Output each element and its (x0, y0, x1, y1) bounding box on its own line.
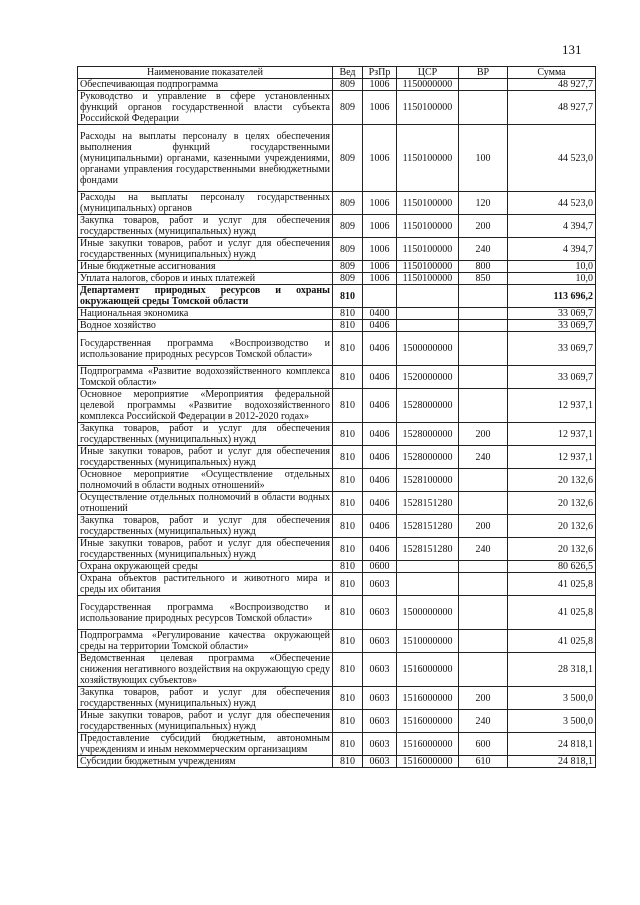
cell-vr: 200 (459, 687, 508, 710)
column-header-vr: ВР (459, 67, 508, 79)
table-row (78, 446, 596, 469)
cell-ved: 810 (333, 538, 363, 561)
page-number: 131 (562, 42, 582, 57)
table-row (78, 596, 596, 630)
cell-ved: 810 (333, 320, 363, 332)
cell-name: Водное хозяйство (78, 320, 333, 332)
cell-name: Расходы на выплаты персоналу государственных (муниципальных) органов (78, 192, 333, 215)
cell-csr: 1150100000 (397, 238, 459, 261)
cell-ved: 810 (333, 515, 363, 538)
cell-csr: 1528000000 (397, 423, 459, 446)
cell-vr: 200 (459, 215, 508, 238)
cell-csr: 1500000000 (397, 332, 459, 366)
cell-vr: 600 (459, 733, 508, 756)
cell-vr (459, 630, 508, 653)
cell-sum: 20 132,6 (508, 538, 596, 561)
cell-rzpr: 0406 (363, 366, 397, 389)
cell-sum: 24 818,1 (508, 733, 596, 756)
cell-name: Расходы на выплаты персоналу в целях обеспечения выполнения функций государственными (муниципальными) органами, казенными учреждениями, органами управления государственными внебюджетными фондами (78, 125, 333, 192)
cell-ved: 809 (333, 79, 363, 91)
cell-rzpr: 0603 (363, 733, 397, 756)
cell-name: Основное мероприятие «Осуществление отдельных полномочий в области водных отношений» (78, 469, 333, 492)
cell-rzpr: 1006 (363, 215, 397, 238)
cell-csr (397, 320, 459, 332)
cell-ved: 810 (333, 423, 363, 446)
cell-vr: 240 (459, 538, 508, 561)
cell-name: Иные закупки товаров, работ и услуг для обеспечения государственных (муниципальных) нужд (78, 538, 333, 561)
cell-ved: 810 (333, 308, 363, 320)
cell-name: Обеспечивающая подпрограмма (78, 79, 333, 91)
cell-csr: 1528151280 (397, 515, 459, 538)
cell-csr: 1150100000 (397, 125, 459, 192)
cell-ved: 809 (333, 261, 363, 273)
cell-csr: 1510000000 (397, 630, 459, 653)
table-row (78, 756, 596, 768)
cell-sum: 12 937,1 (508, 446, 596, 469)
cell-csr: 1516000000 (397, 733, 459, 756)
cell-vr (459, 596, 508, 630)
table-row (78, 79, 596, 91)
cell-rzpr: 0603 (363, 687, 397, 710)
cell-csr: 1516000000 (397, 687, 459, 710)
cell-csr: 1528151280 (397, 492, 459, 515)
cell-csr: 1150000000 (397, 79, 459, 91)
cell-name: Подпрограмма «Регулирование качества окружающей среды на территории Томской области» (78, 630, 333, 653)
cell-rzpr: 0406 (363, 332, 397, 366)
cell-ved: 810 (333, 653, 363, 687)
table-header-row (78, 67, 596, 79)
cell-sum: 10,0 (508, 273, 596, 285)
cell-csr: 1150100000 (397, 215, 459, 238)
cell-rzpr: 0406 (363, 538, 397, 561)
cell-sum: 44 523,0 (508, 192, 596, 215)
budget-table (77, 66, 596, 768)
cell-vr: 610 (459, 756, 508, 768)
cell-ved: 810 (333, 561, 363, 573)
table-row (78, 423, 596, 446)
cell-sum: 113 696,2 (508, 285, 596, 308)
cell-ved: 810 (333, 596, 363, 630)
cell-name: Закупка товаров, работ и услуг для обеспечения государственных (муниципальных) нужд (78, 215, 333, 238)
cell-name: Подпрограмма «Развитие водохозяйственного комплекса Томской области» (78, 366, 333, 389)
cell-sum: 48 927,7 (508, 91, 596, 125)
cell-name: Осуществление отдельных полномочий в области водных отношений (78, 492, 333, 515)
cell-rzpr: 0603 (363, 710, 397, 733)
table-row (78, 538, 596, 561)
cell-rzpr: 1006 (363, 125, 397, 192)
cell-vr: 100 (459, 125, 508, 192)
cell-csr: 1516000000 (397, 756, 459, 768)
table-row (78, 273, 596, 285)
table-row (78, 653, 596, 687)
cell-name: Департамент природных ресурсов и охраны окружающей среды Томской области (78, 285, 333, 308)
cell-sum: 3 500,0 (508, 710, 596, 733)
cell-rzpr: 0406 (363, 389, 397, 423)
table-row (78, 733, 596, 756)
table-row (78, 469, 596, 492)
cell-csr: 1528100000 (397, 469, 459, 492)
cell-ved: 810 (333, 366, 363, 389)
cell-ved: 810 (333, 332, 363, 366)
cell-name: Государственная программа «Воспроизводство и использование природных ресурсов Томской области» (78, 332, 333, 366)
cell-csr: 1150100000 (397, 91, 459, 125)
cell-name: Национальная экономика (78, 308, 333, 320)
cell-ved: 810 (333, 492, 363, 515)
cell-vr: 800 (459, 261, 508, 273)
table-row (78, 630, 596, 653)
cell-rzpr: 0603 (363, 596, 397, 630)
table-row (78, 238, 596, 261)
cell-ved: 809 (333, 192, 363, 215)
cell-sum: 3 500,0 (508, 687, 596, 710)
cell-name: Закупка товаров, работ и услуг для обеспечения государственных (муниципальных) нужд (78, 687, 333, 710)
cell-csr: 1500000000 (397, 596, 459, 630)
cell-rzpr: 1006 (363, 79, 397, 91)
table-row (78, 561, 596, 573)
cell-vr (459, 308, 508, 320)
cell-name: Субсидии бюджетным учреждениям (78, 756, 333, 768)
cell-vr (459, 389, 508, 423)
cell-csr (397, 285, 459, 308)
cell-rzpr: 0400 (363, 308, 397, 320)
cell-ved: 809 (333, 215, 363, 238)
cell-rzpr: 1006 (363, 192, 397, 215)
cell-sum: 33 069,7 (508, 366, 596, 389)
cell-vr (459, 91, 508, 125)
cell-rzpr: 0600 (363, 561, 397, 573)
table-row (78, 261, 596, 273)
cell-csr: 1528000000 (397, 446, 459, 469)
cell-name: Закупка товаров, работ и услуг для обеспечения государственных (муниципальных) нужд (78, 515, 333, 538)
cell-sum: 4 394,7 (508, 215, 596, 238)
column-header-rzpr: РзПр (363, 67, 397, 79)
cell-csr: 1528000000 (397, 389, 459, 423)
cell-sum: 20 132,6 (508, 492, 596, 515)
table-row (78, 366, 596, 389)
cell-csr: 1528151280 (397, 538, 459, 561)
cell-rzpr: 0406 (363, 423, 397, 446)
cell-vr (459, 573, 508, 596)
cell-rzpr: 1006 (363, 261, 397, 273)
cell-name: Иные бюджетные ассигнования (78, 261, 333, 273)
cell-rzpr: 0603 (363, 653, 397, 687)
cell-ved: 810 (333, 469, 363, 492)
table-row (78, 308, 596, 320)
cell-ved: 810 (333, 710, 363, 733)
cell-ved: 810 (333, 446, 363, 469)
cell-rzpr: 0603 (363, 756, 397, 768)
table-row (78, 285, 596, 308)
table-row (78, 687, 596, 710)
cell-ved: 810 (333, 756, 363, 768)
cell-sum: 48 927,7 (508, 79, 596, 91)
cell-name: Иные закупки товаров, работ и услуг для обеспечения государственных (муниципальных) нужд (78, 446, 333, 469)
cell-sum: 41 025,8 (508, 630, 596, 653)
cell-sum: 28 318,1 (508, 653, 596, 687)
cell-vr: 240 (459, 446, 508, 469)
cell-csr (397, 561, 459, 573)
cell-vr (459, 492, 508, 515)
cell-sum: 33 069,7 (508, 332, 596, 366)
cell-vr: 200 (459, 515, 508, 538)
cell-vr: 850 (459, 273, 508, 285)
cell-csr: 1150100000 (397, 261, 459, 273)
cell-ved: 809 (333, 273, 363, 285)
cell-vr (459, 561, 508, 573)
cell-sum: 10,0 (508, 261, 596, 273)
cell-name: Уплата налогов, сборов и иных платежей (78, 273, 333, 285)
cell-name: Предоставление субсидий бюджетным, автономным учреждениям и иным некоммерческим организациям (78, 733, 333, 756)
cell-csr: 1150100000 (397, 273, 459, 285)
cell-vr: 120 (459, 192, 508, 215)
cell-ved: 810 (333, 630, 363, 653)
cell-csr: 1516000000 (397, 710, 459, 733)
column-header-sum: Сумма (508, 67, 596, 79)
column-header-ved: Вед (333, 67, 363, 79)
cell-ved: 809 (333, 91, 363, 125)
table-row (78, 332, 596, 366)
cell-vr: 240 (459, 710, 508, 733)
column-header-csr: ЦСР (397, 67, 459, 79)
cell-ved: 810 (333, 733, 363, 756)
cell-ved: 810 (333, 573, 363, 596)
cell-ved: 810 (333, 389, 363, 423)
cell-vr (459, 366, 508, 389)
cell-rzpr: 1006 (363, 273, 397, 285)
cell-sum: 33 069,7 (508, 308, 596, 320)
cell-name: Закупка товаров, работ и услуг для обеспечения государственных (муниципальных) нужд (78, 423, 333, 446)
cell-rzpr: 0406 (363, 469, 397, 492)
cell-sum: 4 394,7 (508, 238, 596, 261)
cell-name: Охрана окружающей среды (78, 561, 333, 573)
table-row (78, 492, 596, 515)
cell-rzpr (363, 285, 397, 308)
cell-rzpr: 0406 (363, 515, 397, 538)
cell-rzpr: 0603 (363, 573, 397, 596)
cell-sum: 20 132,6 (508, 469, 596, 492)
cell-rzpr: 0603 (363, 630, 397, 653)
cell-rzpr: 0406 (363, 320, 397, 332)
cell-sum: 80 626,5 (508, 561, 596, 573)
cell-csr: 1150100000 (397, 192, 459, 215)
cell-vr (459, 285, 508, 308)
table-row (78, 192, 596, 215)
cell-name: Руководство и управление в сфере установленных функций органов государственной власти субъекта Российской Федерации (78, 91, 333, 125)
table-row (78, 710, 596, 733)
cell-name: Иные закупки товаров, работ и услуг для обеспечения государственных (муниципальных) нужд (78, 710, 333, 733)
cell-csr (397, 573, 459, 596)
column-header-name: Наименование показателей (78, 67, 333, 79)
cell-rzpr: 1006 (363, 91, 397, 125)
cell-csr (397, 308, 459, 320)
cell-sum: 41 025,8 (508, 596, 596, 630)
cell-name: Основное мероприятие «Мероприятия федеральной целевой программы «Развитие водохозяйственного комплекса Российской Федерации в 2012-2020 годах» (78, 389, 333, 423)
cell-name: Государственная программа «Воспроизводство и использование природных ресурсов Томской области» (78, 596, 333, 630)
cell-vr (459, 320, 508, 332)
cell-vr: 200 (459, 423, 508, 446)
cell-rzpr: 0406 (363, 492, 397, 515)
cell-ved: 809 (333, 238, 363, 261)
cell-ved: 810 (333, 285, 363, 308)
cell-vr (459, 79, 508, 91)
cell-csr: 1520000000 (397, 366, 459, 389)
cell-vr: 240 (459, 238, 508, 261)
table-row (78, 215, 596, 238)
cell-ved: 810 (333, 687, 363, 710)
cell-rzpr: 1006 (363, 238, 397, 261)
cell-name: Ведомственная целевая программа «Обеспечение снижения негативного воздействия на окружающую среду хозяйствующих субъектов» (78, 653, 333, 687)
table-row (78, 91, 596, 125)
table-row (78, 320, 596, 332)
table-row (78, 125, 596, 192)
cell-name: Иные закупки товаров, работ и услуг для обеспечения государственных (муниципальных) нужд (78, 238, 333, 261)
table-body (78, 79, 596, 768)
table-row (78, 573, 596, 596)
cell-sum: 41 025,8 (508, 573, 596, 596)
cell-sum: 20 132,6 (508, 515, 596, 538)
table-row (78, 515, 596, 538)
cell-rzpr: 0406 (363, 446, 397, 469)
cell-sum: 12 937,1 (508, 389, 596, 423)
cell-vr (459, 332, 508, 366)
cell-vr (459, 653, 508, 687)
cell-name: Охрана объектов растительного и животного мира и среды их обитания (78, 573, 333, 596)
cell-ved: 809 (333, 125, 363, 192)
table-row (78, 389, 596, 423)
cell-sum: 44 523,0 (508, 125, 596, 192)
cell-vr (459, 469, 508, 492)
cell-sum: 12 937,1 (508, 423, 596, 446)
cell-sum: 33 069,7 (508, 320, 596, 332)
cell-csr: 1516000000 (397, 653, 459, 687)
cell-sum: 24 818,1 (508, 756, 596, 768)
